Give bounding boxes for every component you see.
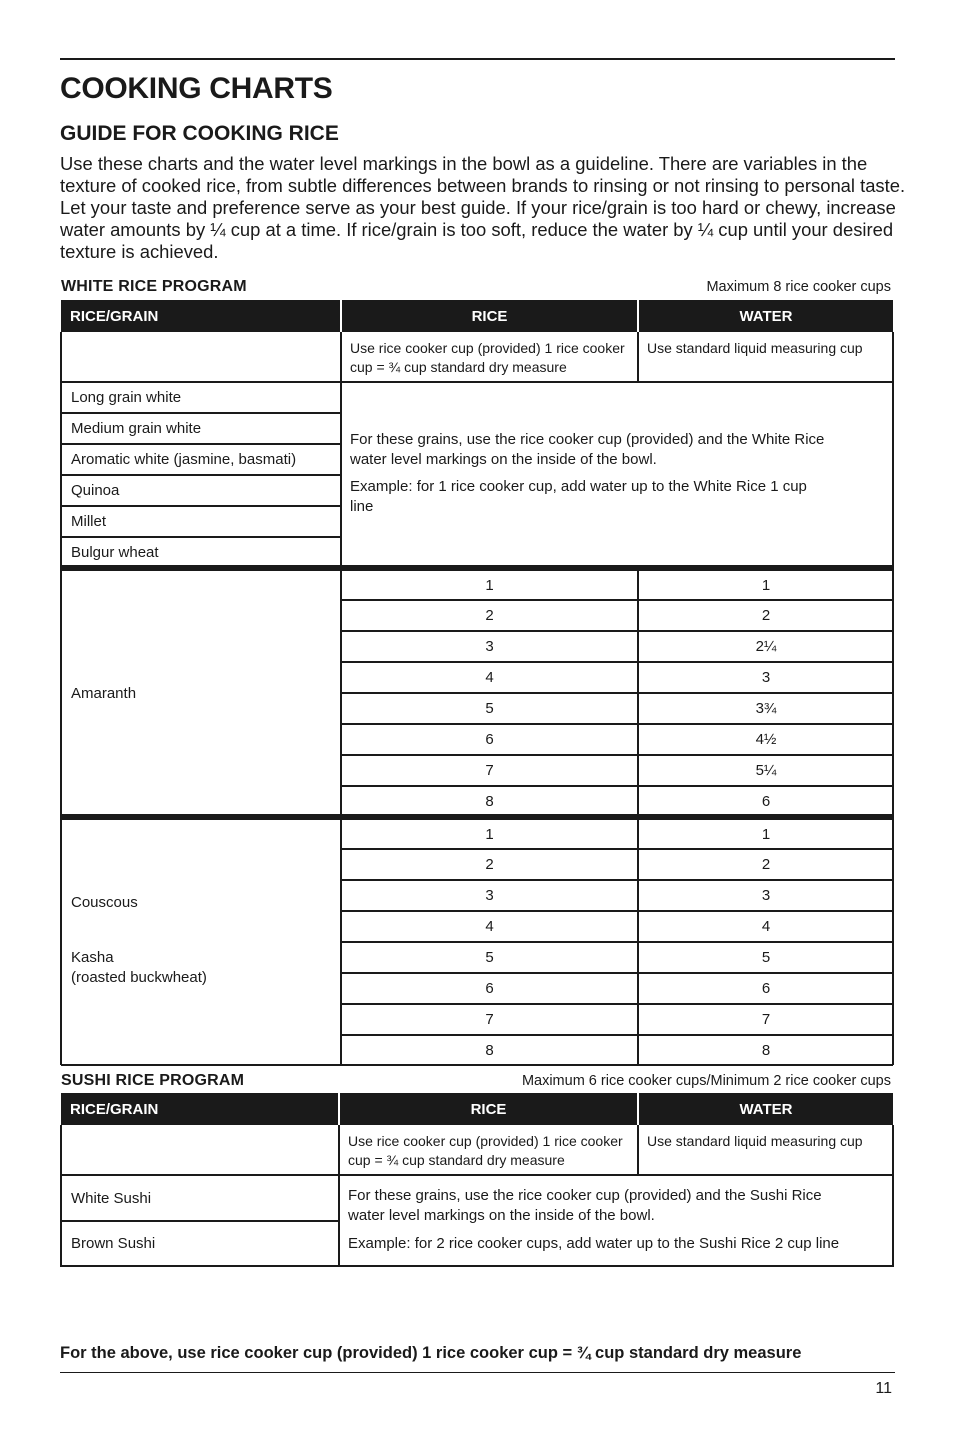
rice-amount: 6 [485,980,494,997]
rice-amount: 8 [485,792,494,810]
water-amount: 8 [761,1041,771,1059]
grain-name: Brown Sushi [71,1235,156,1252]
header-rice: RICE [342,300,637,332]
water-amount: 6 [761,792,771,810]
rice-amount: 1 [485,576,494,594]
water-amount: 3¾ [755,700,777,717]
sushi-rice-instruction [340,1177,891,1265]
grain-name-amaranth: Amaranth [71,684,137,702]
header-rice-grain: RICE/GRAIN [61,300,340,332]
rice-amount: 7 [485,762,494,779]
grain-name: Bulgur wheat [71,543,159,561]
water-amount: 4 [761,918,771,935]
rice-unit-note: Use rice cooker cup (provided) 1 rice cooker cup = ¾ cup standard dry measure [350,340,625,375]
rice-amount: 5 [485,949,494,966]
table-border [341,1003,893,1005]
grain-name: Aromatic white (jasmine, basmati) [71,451,297,468]
grain-name-couscous: Couscous [71,894,138,911]
grain-name: Long grain white [71,389,182,406]
table-border [340,332,342,566]
water-amount: 1 [761,576,771,594]
water-amount: 2 [761,856,771,873]
water-amount: 3 [761,669,771,686]
table-border [341,785,893,787]
table-border [61,1220,339,1222]
example-text: Example: for 1 rice cooker cup, add water up to the White Rice 1 cup line [350,478,807,515]
table-border [61,443,341,445]
bottom-rule [60,1372,895,1373]
water-unit-note: Use standard liquid measuring cup [647,1133,863,1149]
table-border [61,1174,893,1176]
grain-name-couscous-kasha [62,819,340,1065]
table-border [637,332,639,382]
table-border [341,723,893,725]
sushi-rice-program-title: SUSHI RICE PROGRAM [61,1072,245,1089]
grain-name-kasha: Kasha [71,949,114,966]
water-amount: 6 [761,980,771,997]
rice-amount: 8 [485,1041,494,1059]
group-divider [61,565,893,571]
rice-amount: 3 [485,638,494,655]
water-amount: 7 [761,1011,771,1028]
table-border [341,910,893,912]
rice-amount: 3 [485,887,494,904]
table-border [341,661,893,663]
table-border [61,474,341,476]
table-border [341,879,893,881]
table-border [892,1125,894,1267]
grain-name: Quinoa [71,482,120,499]
header-rice-grain: RICE/GRAIN [61,1093,338,1125]
table-border [341,941,893,943]
water-unit-note: Use standard liquid measuring cup [647,340,863,356]
page-number: 11 [875,1380,892,1397]
water-amount: 1 [761,825,771,843]
grain-name: White Sushi [71,1189,152,1207]
table-border [61,505,341,507]
water-amount: 4½ [755,731,777,748]
table-border [60,332,62,1065]
table-border [61,1265,893,1267]
grain-name: Medium grain white [71,420,202,437]
rice-amount: 4 [485,669,494,686]
water-amount: 5¼ [755,762,777,779]
header-water: WATER [639,1093,893,1125]
instruction-text: For these grains, use the rice cooker cup (provided) and the Sushi Rice water level markings on the inside of the bowl. [348,1187,822,1224]
table-border [61,1064,893,1066]
table-border [341,692,893,694]
header-water: WATER [639,300,893,332]
white-rice-program-note: Maximum 8 rice cooker cups [706,279,891,295]
intro-paragraph: Use these charts and the water level markings in the bowl as a guideline. There are variables in the texture of cooked rice, from subtle differences between brands to rinsing or not rinsing to personal taste. Let your taste and preference serve as your best guide. If your rice/grain is too hard or chewy, increase water amounts by ¼ cup at a time. If rice/grain is too soft, reduce the water by ¼ cup until your desired texture is achieved. [60,153,906,262]
rice-amount: 4 [485,918,494,935]
water-amount: 2 [761,607,771,624]
table-border [341,1034,893,1036]
header-rice: RICE [340,1093,637,1125]
sushi-rice-program-note: Maximum 6 rice cooker cups/Minimum 2 rice cooker cups [521,1073,891,1089]
example-text: Example: for 2 rice cooker cups, add water up to the Sushi Rice 2 cup line [348,1235,840,1252]
page-title: COOKING CHARTS [60,72,333,105]
water-amount: 3 [761,887,771,904]
rice-unit-note: Use rice cooker cup (provided) 1 rice cooker cup = ¾ cup standard dry measure [348,1133,623,1168]
table-border [61,381,893,383]
rice-amount: 7 [485,1011,494,1028]
grain-name-kasha-note: (roasted buckwheat) [71,969,207,986]
rice-amount: 2 [485,856,494,873]
table-border [60,1125,62,1267]
water-amount: 2¼ [755,638,777,655]
water-amount: 5 [761,949,771,966]
top-rule [60,58,895,60]
table-border [61,536,341,538]
table-border [341,848,893,850]
table-border [637,1125,639,1175]
instruction-text: For these grains, use the rice cooker cup (provided) and the White Rice water level markings on the inside of the bowl. [350,431,825,468]
footer-note: For the above, use rice cooker cup (provided) 1 rice cooker cup = ¾ cup standard dry measure [60,1344,802,1362]
table-border [341,599,893,601]
grain-name: Millet [71,513,107,530]
group-divider [61,814,893,820]
table-border [341,972,893,974]
section-heading: GUIDE FOR COOKING RICE [60,122,339,145]
rice-amount: 1 [485,825,494,843]
rice-amount: 5 [485,700,494,717]
table-border [341,754,893,756]
table-border [338,1125,340,1267]
table-border [61,412,341,414]
white-rice-instruction [342,420,891,550]
rice-amount: 6 [485,731,494,748]
white-rice-program-title: WHITE RICE PROGRAM [61,278,247,295]
table-border [341,630,893,632]
table-border [892,332,894,1065]
rice-amount: 2 [485,607,494,624]
